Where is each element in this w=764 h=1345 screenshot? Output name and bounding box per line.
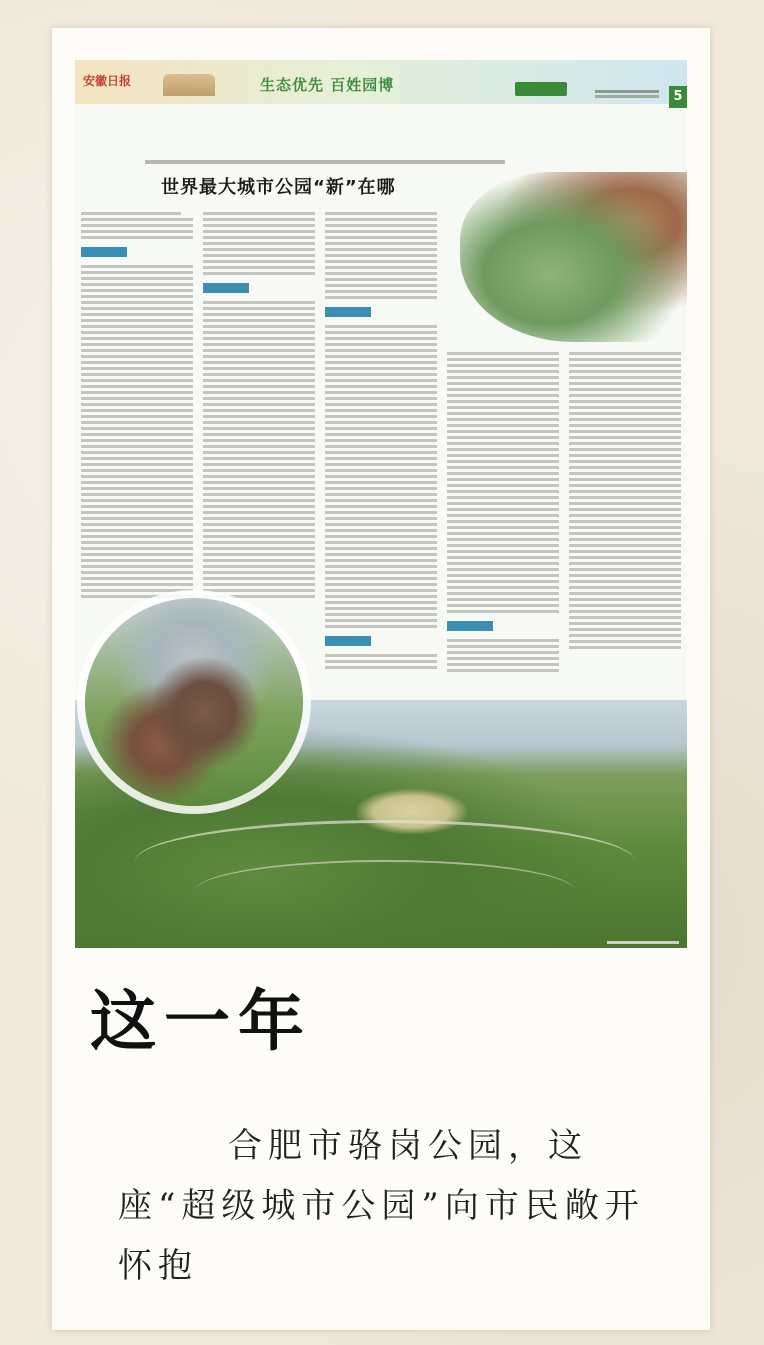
round-building-photo bbox=[85, 598, 303, 806]
section-tag bbox=[447, 621, 493, 631]
main-heading: 这一年 bbox=[90, 982, 312, 1060]
section-tag bbox=[203, 283, 249, 293]
top-photo bbox=[460, 172, 687, 342]
section-tag bbox=[81, 247, 127, 257]
caption-body: 合肥市骆岗公园，这座“超级城市公园”向市民敞开怀抱 bbox=[118, 1126, 645, 1286]
column-5 bbox=[569, 352, 681, 652]
photo-caption bbox=[607, 941, 679, 944]
column-3 bbox=[325, 212, 437, 672]
building-illustration bbox=[163, 74, 215, 96]
column-2 bbox=[203, 212, 315, 601]
caption-text bbox=[118, 1116, 658, 1296]
column-1 bbox=[81, 212, 193, 601]
date-line bbox=[595, 90, 659, 93]
section-tag bbox=[325, 636, 371, 646]
masthead bbox=[75, 60, 687, 104]
section-tag bbox=[325, 307, 371, 317]
section-badge bbox=[515, 82, 567, 96]
section-title: 生态优先 百姓园博 bbox=[260, 76, 395, 94]
page-number: 5 bbox=[669, 86, 687, 108]
kicker-line bbox=[145, 160, 505, 164]
column-4 bbox=[447, 352, 559, 675]
paper-logo: 安徽日报 bbox=[83, 74, 132, 88]
newspaper-page bbox=[75, 60, 687, 948]
headline: 世界最大城市公园“新”在哪 bbox=[161, 177, 396, 198]
